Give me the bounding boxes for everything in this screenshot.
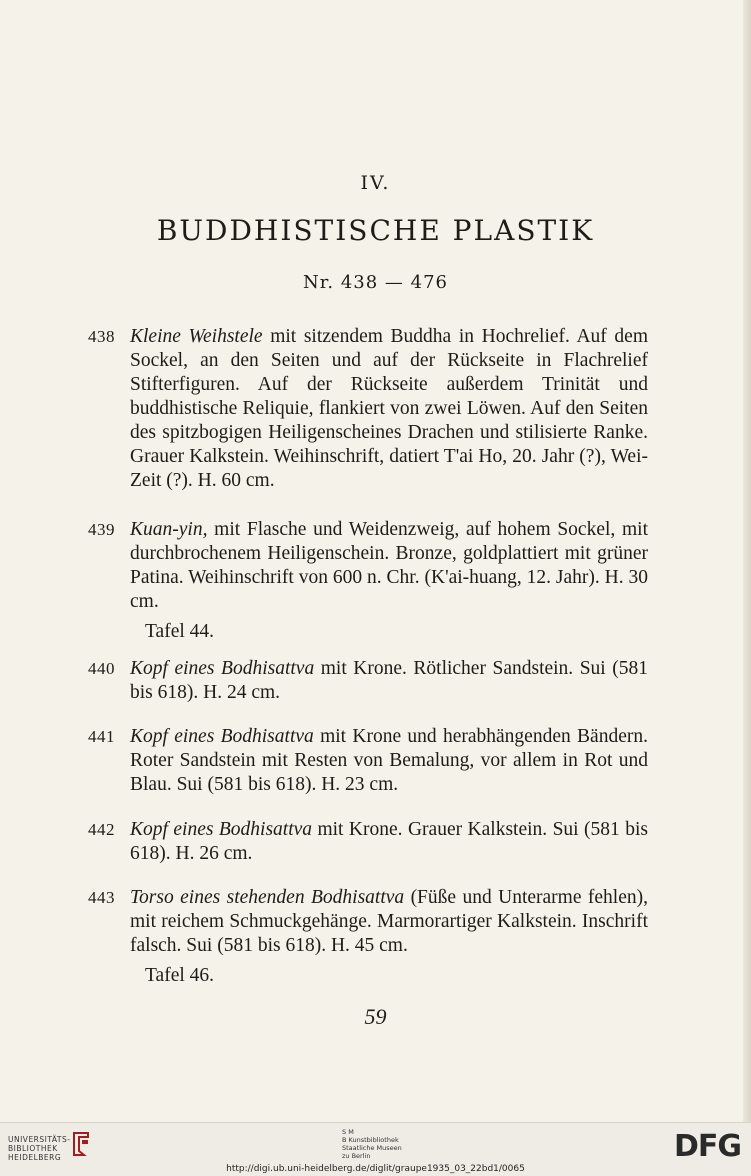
entry-text: mit sitzendem Buddha in Hochrelief. Auf dem Sockel, an den Seiten und auf der Rückseite in Flachrelief Stifterfiguren. Auf der Rückseite außerdem Trinität und buddhistische Reliquie, flankiert von zwei Löwen. Auf den Seiten des spitzbogigen Heiligenscheines Drachen und stilisierte Ranke. Grauer Kalkstein. Weihinschrift, datiert T'ai Ho, 20. Jahr (?), Wei-Zeit (?). H. 60 cm. [130,326,648,491]
entry-body [130,657,648,705]
dfg-logo: DFG [673,1129,741,1164]
entry-number: 442 [88,820,115,839]
entry-lead: Kopf eines Bodhisattva [130,726,314,747]
entry-text: mit Flasche und Weidenzweig, auf hohem Sockel, mit durchbrochenem Heiligenschein. Bronze, goldplattiert mit grüner Patina. Weihinschrift von 600 n. Chr. (K'ai-huang, 12. Jahr). H. 30 cm. [130,519,648,612]
entry-text: mit Krone. Grauer Kalkstein. Sui (581 bis 618). H. 26 cm. [130,819,648,864]
entry-number: 440 [88,659,115,678]
entry-body [130,886,648,958]
viewer-footer [0,1122,751,1176]
catalog-entry-439 [88,518,648,644]
entry-number: 443 [88,888,115,907]
heidelberg-logo-icon [70,1131,92,1157]
entry-body [130,325,648,493]
catalog-range: Nr. 438 — 476 [303,272,448,293]
catalog-entry-442 [88,818,648,866]
plate-reference: Tafel 44. [145,621,215,642]
entry-body [130,725,648,797]
entry-text: mit Krone. Rötlicher Sandstein. Sui (581 bis 618). H. 24 cm. [130,658,648,703]
catalog-entry-440 [88,657,648,705]
entry-lead: Kleine Weihstele [130,326,263,347]
smb-kunstbibliothek-label: S M B Kunstbibliothek Staatliche Museen zu Berlin [342,1128,402,1160]
entry-body [130,518,648,614]
entry-number: 438 [88,327,115,346]
entry-lead: Torso eines stehenden Bodhisattva [130,887,405,908]
university-library-label: UNIVERSITÄTS- BIBLIOTHEK HEIDELBERG [8,1135,71,1162]
entry-lead: Kopf eines Bodhisattva [130,819,313,840]
entry-number: 439 [88,520,115,539]
catalog-entry-441 [88,725,648,797]
entry-body [130,818,648,866]
catalog-entry-443 [88,886,648,988]
entry-text: mit Krone und herabhängenden Bändern. Roter Sandstein mit Resten von Bemalung, vor allem in Rot und Blau. Sui (581 bis 618). H. 23 cm. [130,726,648,795]
permalink-url[interactable]: http://digi.ub.uni-heidelberg.de/diglit/graupe1935_03_22bd1/0065 [226,1164,525,1174]
catalog-entry-438 [88,325,648,493]
page-edge [743,0,751,1122]
entry-text: (Füße und Unterarme fehlen), mit reichem Schmuckgehänge. Marmorartiger Kalkstein. Inschrift falsch. Sui (581 bis 618). H. 45 cm. [130,887,648,956]
chapter-number: IV. [360,172,391,194]
entry-lead: Kopf eines Bodhisattva [130,658,315,679]
entry-lead: Kuan-yin, [130,519,208,540]
entry-number: 441 [88,727,115,746]
page-number: 59 [364,1004,387,1029]
plate-reference: Tafel 46. [145,965,215,986]
section-title: BUDDHISTISCHE PLASTIK [156,214,595,247]
